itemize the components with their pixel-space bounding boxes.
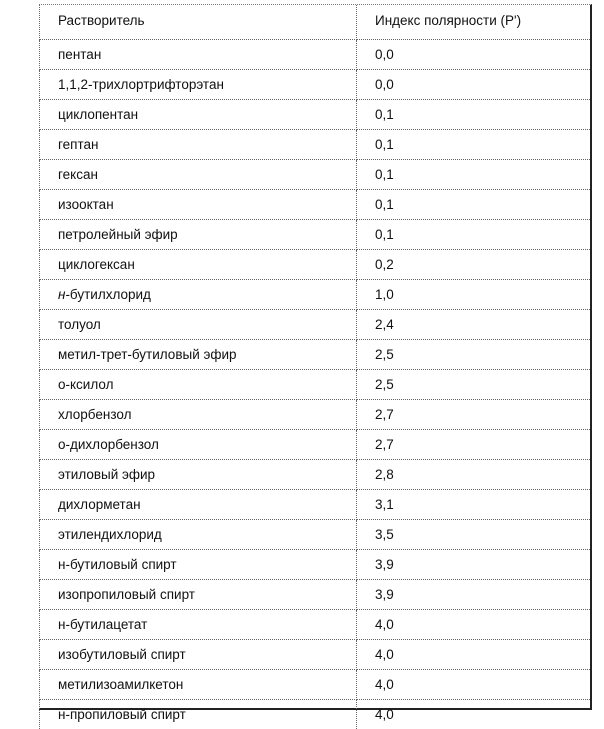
solvent-name: метилизоамилкетон — [40, 669, 357, 699]
solvent-name: петролейный эфир — [40, 219, 357, 249]
solvent-polarity-table — [39, 4, 592, 722]
solvent-name: этиловый эфир — [40, 459, 357, 489]
polarity-value: 4,0 — [375, 706, 394, 722]
table-row — [40, 579, 591, 609]
table-row — [40, 69, 591, 99]
polarity-value: 1,0 — [357, 279, 591, 309]
table-row — [40, 399, 591, 429]
polarity-value: 2,7 — [357, 429, 591, 459]
solvent-name: гептан — [40, 129, 357, 159]
table-row — [40, 549, 591, 579]
polarity-value: 0,1 — [357, 159, 591, 189]
polarity-value: 3,9 — [357, 549, 591, 579]
solvent-name: этилендихлорид — [40, 519, 357, 549]
solvent-name: н-пропиловый спирт — [40, 699, 357, 729]
solvent-name-rest: -бутилхлорид — [65, 286, 151, 302]
polarity-value: 2,4 — [357, 309, 591, 339]
solvent-name: изопропиловый спирт — [40, 579, 357, 609]
solvent-name: н-бутилацетат — [40, 609, 357, 639]
solvent-name: хлорбензол — [40, 399, 357, 429]
table-row — [40, 519, 591, 549]
solvent-name: циклогексан — [40, 249, 357, 279]
polarity-value: 3,5 — [357, 519, 591, 549]
solvent-name: н-бутиловый спирт — [40, 549, 357, 579]
solvent-name: дихлорметан — [40, 489, 357, 519]
table-row — [40, 429, 591, 459]
polarity-value: 4,0 — [357, 609, 591, 639]
table-row — [40, 219, 591, 249]
polarity-value: 0,2 — [357, 249, 591, 279]
polarity-value: 0,0 — [357, 39, 591, 69]
polarity-value: 2,5 — [357, 369, 591, 399]
polarity-value: 4,0 — [357, 639, 591, 669]
polarity-value: 2,7 — [357, 399, 591, 429]
table-row — [40, 39, 591, 69]
table-row — [40, 249, 591, 279]
solvent-name: о-ксилол — [40, 369, 357, 399]
solvent-name: изобутиловый спирт — [40, 639, 357, 669]
polarity-value: 0,1 — [357, 219, 591, 249]
polarity-value: 3,9 — [357, 579, 591, 609]
solvent-name: изооктан — [40, 189, 357, 219]
table-row — [40, 339, 591, 369]
table-row — [40, 189, 591, 219]
polarity-value: 0,1 — [357, 189, 591, 219]
solvent-name: метил-трет-бутиловый эфир — [40, 339, 357, 369]
polarity-value: 3,1 — [357, 489, 591, 519]
header-polarity-index: Индекс полярности (Р') — [357, 5, 591, 39]
table-row — [40, 459, 591, 489]
solvent-name: о-дихлорбензол — [40, 429, 357, 459]
solvent-name: гексан — [40, 159, 357, 189]
header-solvent: Растворитель — [40, 5, 357, 39]
solvent-name-prefix: н — [58, 286, 66, 302]
table-row — [40, 609, 591, 639]
table-row — [40, 489, 591, 519]
table-row — [40, 159, 591, 189]
table-row — [40, 669, 591, 699]
polarity-value: 4,0 — [357, 669, 591, 699]
table-row — [40, 309, 591, 339]
table-header-row — [40, 5, 591, 39]
polarity-value: 2,5 — [357, 339, 591, 369]
table-row — [40, 129, 591, 159]
table-row — [40, 369, 591, 399]
solvent-name: 1,1,2-трихлортрифторэтан — [40, 69, 357, 99]
table-row — [40, 639, 591, 669]
solvent-name — [40, 279, 357, 309]
polarity-value: 0,0 — [357, 69, 591, 99]
polarity-value: 0,1 — [357, 99, 591, 129]
solvent-name: циклопентан — [40, 99, 357, 129]
polarity-table — [39, 5, 590, 729]
table-row — [40, 699, 591, 729]
solvent-name: толуол — [40, 309, 357, 339]
table-row — [40, 279, 591, 309]
polarity-value: 2,8 — [357, 459, 591, 489]
table-row — [40, 99, 591, 129]
solvent-name: пентан — [40, 39, 357, 69]
polarity-value: 0,1 — [357, 129, 591, 159]
